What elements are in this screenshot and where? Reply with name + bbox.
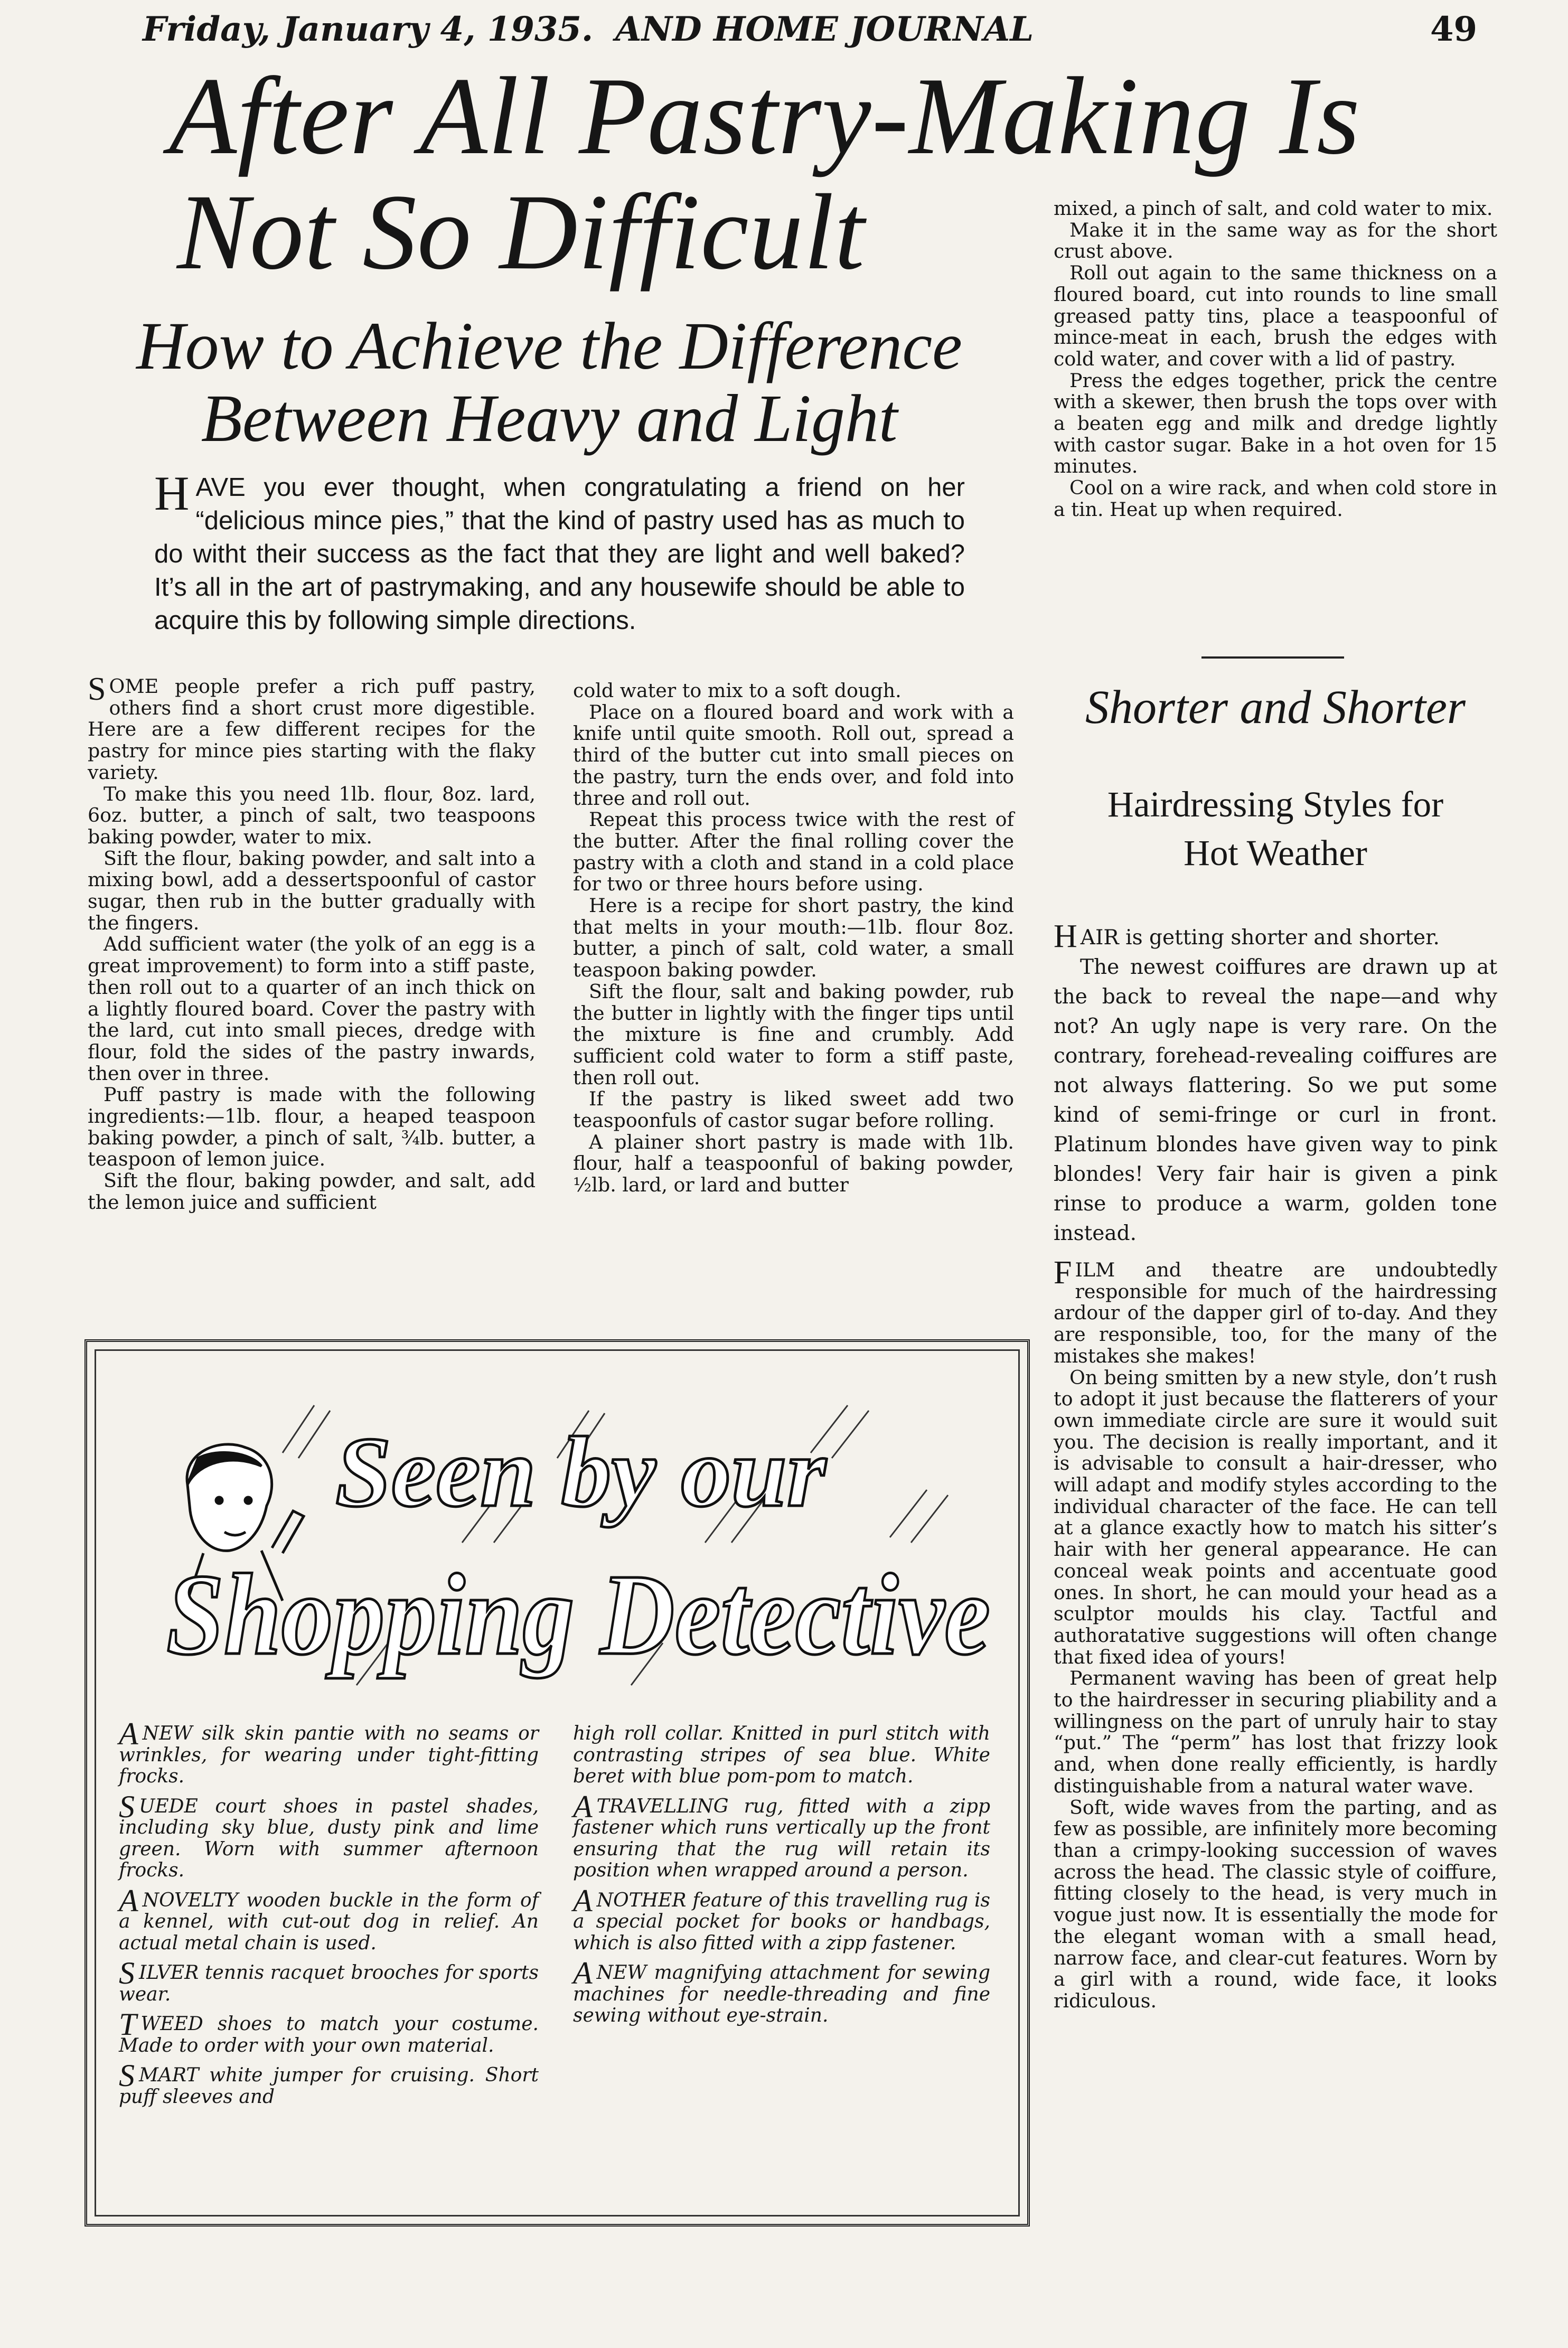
hair-part2-paragraph: On being smitten by a new style, don’t rush to adopt it just because the flatterers of your own immediate circle are sure it would suit you. The decision is really important, and it is advisable to consult a hair-dresser, who will adapt and modify styles according to the individual character of the face. He can tell at a glance exactly how to match his sitter’s hair with her general appearance. He can conceal weak points and accentuate good ones. In short, he can mould your head as a sculptor moulds his clay. Tactful and authoratative suggestions will often change that fixed idea of yours! <box>1054 1366 1497 1668</box>
article-column-1 <box>88 671 536 1214</box>
col2-paragraph: Sift the flour, salt and baking powder, rub the butter in lightly with the finger tips until the mixture is fine and crumbly. Add sufficient cold water to form a stiff paste, then roll out. <box>573 980 1014 1089</box>
col3-paragraph: Press the edges together, prick the centre with a skewer, then brush the tops over with a beaten egg and milk and dredge lightly with castor sugar. Bake in a hot oven for 15 minutes. <box>1054 369 1497 478</box>
col1-paragraph: To make this you need 1lb. flour, 8oz. lard, 6oz. butter, a pinch of salt, two teaspoons baking powder, water to mix. <box>88 782 536 848</box>
hair-part2-paragraph: Permanent waving has been of great help to the hairdresser in securing pliability and a willingness on the part of unruly hair to stay “put.” The “perm” has lost that frizzy look and, when done really efficiently, is hardly distinguishable from a natural water wave. <box>1054 1667 1497 1797</box>
hair-part1-paragraph: The newest coiffures are drawn up at the back to reveal the nape—and why not? An ugly nape is very rare. On the contrary, forehead-revealing coiffures are not always flattering. So we put some kind of semi-fringe or curl in front. Platinum blondes have given way to pink blondes! Very fair hair is given a pink rinse to produce a warm, golden tone instead. <box>1054 955 1497 1245</box>
hair-part2-paragraph: FILM and theatre are undoubtedly responsible for much of the hairdressing ardour of the dapper girl of to-day. And they are responsible, too, for the many of the mistakes she makes! <box>1054 1255 1497 1367</box>
article-column-2 <box>573 680 1014 1196</box>
col2-paragraph: cold water to mix to a soft dough. <box>573 679 902 702</box>
shopping-item: SMART white jumper for cruising. Short puff sleeves and <box>119 2058 539 2108</box>
shopping-item: ATRAVELLING rug, fitted with a zipp fastener which runs vertically up the front ensuring that the rug will retain its position when wrapped around a person. <box>573 1789 990 1881</box>
col3-paragraph: Make it in the same way as for the short crust above. <box>1054 218 1497 263</box>
article-intro <box>154 466 965 637</box>
hair-article-part2 <box>1054 1255 1497 2012</box>
shopping-item: TWEED shoes to match your costume. Made to order with your own material. <box>119 2007 539 2056</box>
article-subtitle-line1: How to Achieve the Difference <box>136 308 962 383</box>
issue-date: Friday, January 4, 1935. <box>143 10 594 49</box>
section-divider <box>1201 656 1344 659</box>
shopping-item: ANOTHER feature of this travelling rug is a special pocket for books or handbags, which is also fitted with a zipp fastener. <box>573 1883 990 1954</box>
col3-paragraph: Cool on a wire rack, and when cold store in a tin. Heat up when required. <box>1054 476 1497 521</box>
col3-paragraph: mixed, a pinch of salt, and cold water to mix. <box>1054 197 1493 220</box>
shopping-detective-banner <box>124 1374 990 1690</box>
hair-article-part1 <box>1054 918 1497 1248</box>
col2-paragraph: Place on a floured board and work with a knife until quite smooth. Roll out, spread a third of the butter cut into small pieces on the pastry, turn the ends over, and fold into three and roll out. <box>573 700 1014 810</box>
col1-paragraph: SOME people prefer a rich puff pastry, others find a short crust more digestible. Here are a few different recipes for the pastry for mince pies starting with the flaky variety. <box>88 671 536 784</box>
col2-paragraph: Repeat this process twice with the rest of the butter. After the final rolling cover the pastry with a cloth and stand in a cold place for two or three hours before using. <box>573 808 1014 896</box>
shopping-item: ANEW magnifying attachment for sewing machines for needle-threading and fine sewing without eye-strain. <box>573 1956 990 2026</box>
article-column-3 <box>1054 198 1497 521</box>
shopping-item: SILVER tennis racquet brooches for sports wear. <box>119 1956 539 2005</box>
page-number: 49 <box>1430 10 1478 49</box>
col1-paragraph: Sift the flour, baking powder, and salt into a mixing bowl, add a dessertspoonful of castor sugar, then rub in the butter gradually with the fingers. <box>88 847 536 934</box>
intro-dropcap: H <box>154 466 190 520</box>
intro-text: AVE you ever thought, when congratulating a friend on her “delicious mince pies,” that the kind of pastry used has as much to do witht their success as the fact that they are light and well baked? It’s all in the art of pastrymaking, and any housewife should be able to acquire this by following simple directions. <box>154 473 965 635</box>
col2-paragraph: Here is a recipe for short pastry, the kind that melts in your mouth:—1lb. flour 8oz. butter, a pinch of salt, cold water, a small teaspoon baking powder. <box>573 894 1014 982</box>
banner-line1: Seen by our <box>335 1417 826 1528</box>
hair-article-subtitle-line2: Hot Weather <box>1184 833 1367 873</box>
hair-article-subtitle-line1: Hairdressing Styles for <box>1107 784 1444 824</box>
article-title-line2: Not So Difficult <box>177 172 865 292</box>
col1-paragraph: Puff pastry is made with the following ingredients:—1lb. flour, a heaped teaspoon baking powder, a pinch of salt, ¾lb. butter, a teaspoon of lemon juice. <box>88 1083 536 1171</box>
shopping-items-right <box>573 1723 990 2035</box>
hair-part2-paragraph: Soft, wide waves from the parting, and as few as possible, are infinitely more becoming than a crimpy-looking succession of waves across the head. The classic style of coiffure, fitting closely to the head, is very much in vogue just now. It is essentially the mode for the elegant woman with a small head, narrow face, and clear-cut features. Worn by a girl with a round, wide face, it looks ridiculous. <box>1054 1796 1497 2012</box>
col3-paragraph: Roll out again to the same thickness on a floured board, cut into rounds to line small greased patty tins, place a teaspoonful of mince-meat in each, brush the edges with cold water, and cover with a lid of pastry. <box>1054 261 1497 370</box>
article-title-line1: After All Pastry-Making Is <box>169 55 1360 177</box>
shopping-item: ANEW silk skin pantie with no seams or wrinkles, for wearing under tight-fitting frocks. <box>119 1716 539 1787</box>
col1-paragraph: Sift the flour, baking powder, and salt, add the lemon juice and sufficient <box>88 1169 536 1214</box>
shopping-detective-box <box>84 1339 1030 2227</box>
shopping-item: SUEDE court shoes in pastel shades, including sky blue, dusty pink and lime green. Worn with summer afternoon frocks. <box>119 1789 539 1881</box>
col1-paragraph: Add sufficient water (the yolk of an egg is a great improvement) to form into a stiff paste, then roll out to a quarter of an inch thick on a lightly floured board. Cover the pastry with the lard, cut into small pieces, dredge with flour, fold the sides of the pastry inwards, then over in three. <box>88 933 536 1085</box>
shopping-items-left <box>119 1716 539 2116</box>
col2-paragraph: If the pastry is liked sweet add two teaspoonfuls of castor sugar before rolling. <box>573 1087 1014 1132</box>
hair-dropcap-f: F <box>1054 1255 1072 1291</box>
shopping-item: high roll collar. Knitted in purl stitch with contrasting stripes of sea blue. White beret with blue pom-pom to match. <box>573 1723 990 1787</box>
journal-name: AND HOME JOURNAL <box>615 10 1034 49</box>
col2-paragraph: A plainer short pastry is made with 1lb. flour, half a teaspoonful of baking powder, ½lb. lard, or lard and butter <box>573 1130 1014 1197</box>
hair-article-title: Shorter and Shorter <box>1085 681 1466 734</box>
hair-part1-paragraph: HAIR is getting shorter and shorter. <box>1054 918 1440 954</box>
col1-dropcap: S <box>88 671 106 707</box>
shopping-item: ANOVELTY wooden buckle in the form of a kennel, with cut-out dog in relief. An actual metal chain is used. <box>119 1883 539 1954</box>
hair-dropcap-h: H <box>1054 918 1077 954</box>
banner-line2: Shopping Detective <box>166 1550 990 1679</box>
article-subtitle-line2: Between Heavy and Light <box>201 381 898 456</box>
